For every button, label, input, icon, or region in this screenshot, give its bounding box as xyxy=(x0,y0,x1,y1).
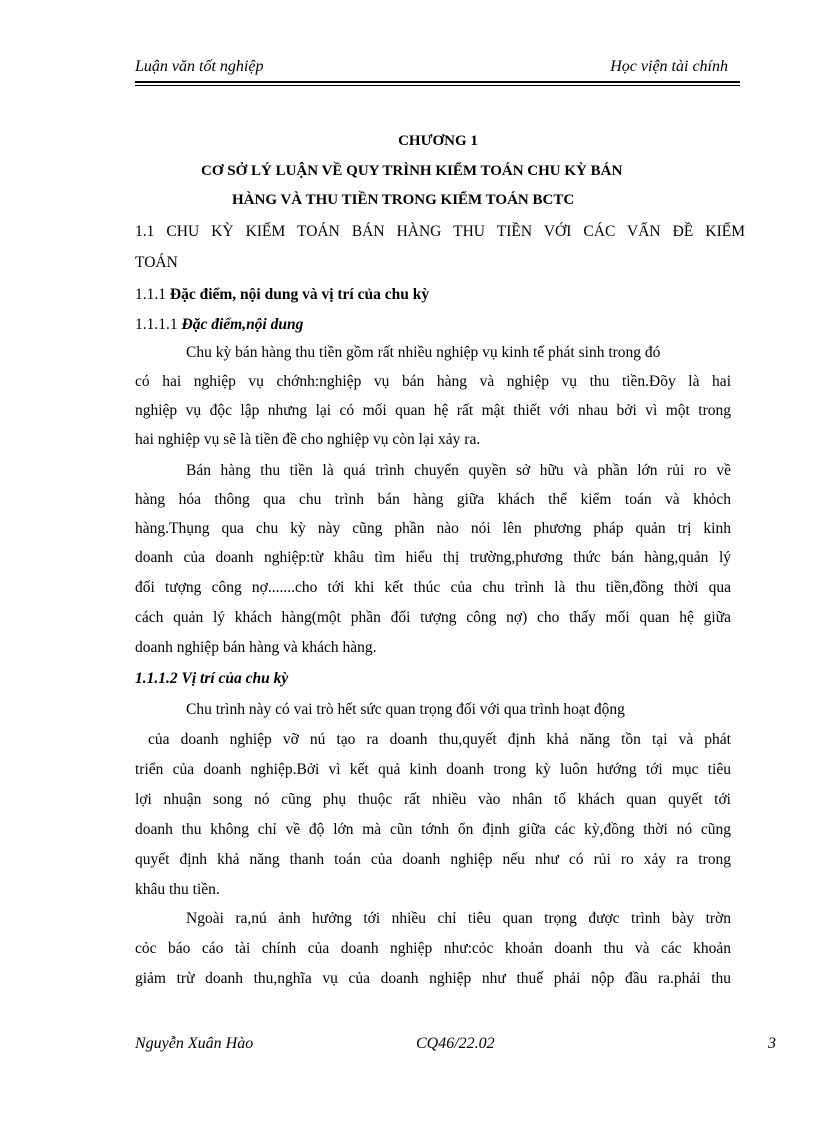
chapter-title-line2: HÀNG VÀ THU TIỀN TRONG KIỂM TOÁN BCTC xyxy=(232,192,575,208)
paragraph3-line4: lợi nhuận song nó cũng phụ thuộc rất nhiều vào nhân tố khách quan quyết tới xyxy=(135,791,731,808)
paragraph4-line3: giảm trừ doanh thu,nghĩa vụ của doanh nghiệp như thuế phải nộp đầu ra.phải thu xyxy=(135,970,731,987)
paragraph4-line1: Ngoài ra,nú ảnh hưởng tới nhiều chỉ tiêu quan trọng được trình bày trờn xyxy=(186,910,731,927)
section-1-1-heading-line2: TOÁN xyxy=(135,254,178,271)
paragraph4-line2: cỏc báo cáo tài chính của doanh nghiệp như:cỏc khoản doanh thu và các khoản xyxy=(135,940,731,957)
section-1-1-heading-line1: 1.1 CHU KỲ KIỂM TOÁN BÁN HÀNG THU TIỀN VỚI CÁC VẤN ĐỀ KIỂM xyxy=(135,223,745,240)
section-1-1-1-1-title: Đặc điểm,nội dung xyxy=(181,316,304,333)
paragraph3-line5: doanh thu không chỉ về độ lớn mà cũn tớnh ổn định giữa các kỳ,đồng thời nó cũng xyxy=(135,821,731,838)
paragraph1-line3: nghiệp vụ độc lập nhưng lại có mối quan hệ rất mật thiết với nhau bởi vì một trong xyxy=(135,402,731,419)
footer-class-code: CQ46/22.02 xyxy=(416,1035,495,1052)
paragraph1-line2: có hai nghiệp vụ chớnh:nghiệp vụ bán hàng và nghiệp vụ thu tiền.Đõy là hai xyxy=(135,373,731,390)
header-rule-thick xyxy=(135,81,740,83)
header-right: Học viện tài chính xyxy=(610,58,728,75)
section-1-1-1-number: 1.1.1 xyxy=(135,286,166,303)
footer-page-number: 3 xyxy=(768,1035,776,1052)
footer-author: Nguyễn Xuân Hào xyxy=(135,1035,254,1052)
paragraph2-line5: đối tượng công nợ.......cho tới khi kết thúc của chu trình là thu tiền,đồng thời qua xyxy=(135,579,731,596)
paragraph3-line6: quyết định khả năng thanh toán của doanh nghiệp nếu như có rủi ro xảy ra trong xyxy=(135,851,731,868)
paragraph1-line1: Chu kỳ bán hàng thu tiền gồm rất nhiều nghiệp vụ kinh tế phát sinh trong đó xyxy=(186,344,661,361)
paragraph1-line4: hai nghiệp vụ sẽ là tiền đề cho nghiệp vụ còn lại xảy ra. xyxy=(135,431,481,448)
paragraph2-line2: hàng hóa thông qua chu trình bán hàng giữa khách thể kiểm toán và khỏch xyxy=(135,491,731,508)
paragraph2-line6: cách quản lý khách hàng(một phần đối tượng công nợ) cho thấy mối quan hệ giữa xyxy=(135,609,731,626)
paragraph3-line1: Chu trình này có vai trò hết sức quan trọng đối với qua trình hoạt động xyxy=(186,701,625,718)
paragraph2-line1: Bán hàng thu tiền là quá trình chuyển quyền sở hữu và phần lớn rủi ro về xyxy=(186,462,731,479)
section-1-1-1-1-heading xyxy=(135,316,303,334)
header-rule-thin xyxy=(135,85,740,86)
section-1-1-1-title: Đặc điểm, nội dung và vị trí của chu kỳ xyxy=(169,286,430,303)
section-1-1-1-heading xyxy=(135,286,429,304)
paragraph2-line7: doanh nghiệp bán hàng và khách hàng. xyxy=(135,639,377,656)
paragraph2-line4: doanh của doanh nghiệp:từ khâu tìm hiểu thị trường,phương thức bán hàng,quản lý xyxy=(135,549,731,566)
section-1-1-1-2-heading: 1.1.1.2 Vị trí của chu kỳ xyxy=(135,670,289,687)
section-1-1-1-1-number: 1.1.1.1 xyxy=(135,316,178,333)
paragraph3-line2: của doanh nghiệp vỡ nú tạo ra doanh thu,quyết định khả năng tồn tại và phát xyxy=(148,731,731,748)
paragraph3-line7: khâu thu tiền. xyxy=(135,881,220,898)
paragraph3-line3: triển của doanh nghiệp.Bởi vì kết quả kinh doanh trong kỳ luôn hướng tới mục tiêu xyxy=(135,761,731,778)
paragraph2-line3: hàng.Thụng qua chu kỳ này cũng phần nào nói lên phương pháp quản trị kinh xyxy=(135,520,731,537)
header-left: Luận văn tốt nghiệp xyxy=(135,58,264,75)
chapter-number: CHƯƠNG 1 xyxy=(398,133,478,149)
chapter-title-line1: CƠ SỞ LÝ LUẬN VỀ QUY TRÌNH KIỂM TOÁN CHU KỲ BÁN xyxy=(201,163,623,179)
